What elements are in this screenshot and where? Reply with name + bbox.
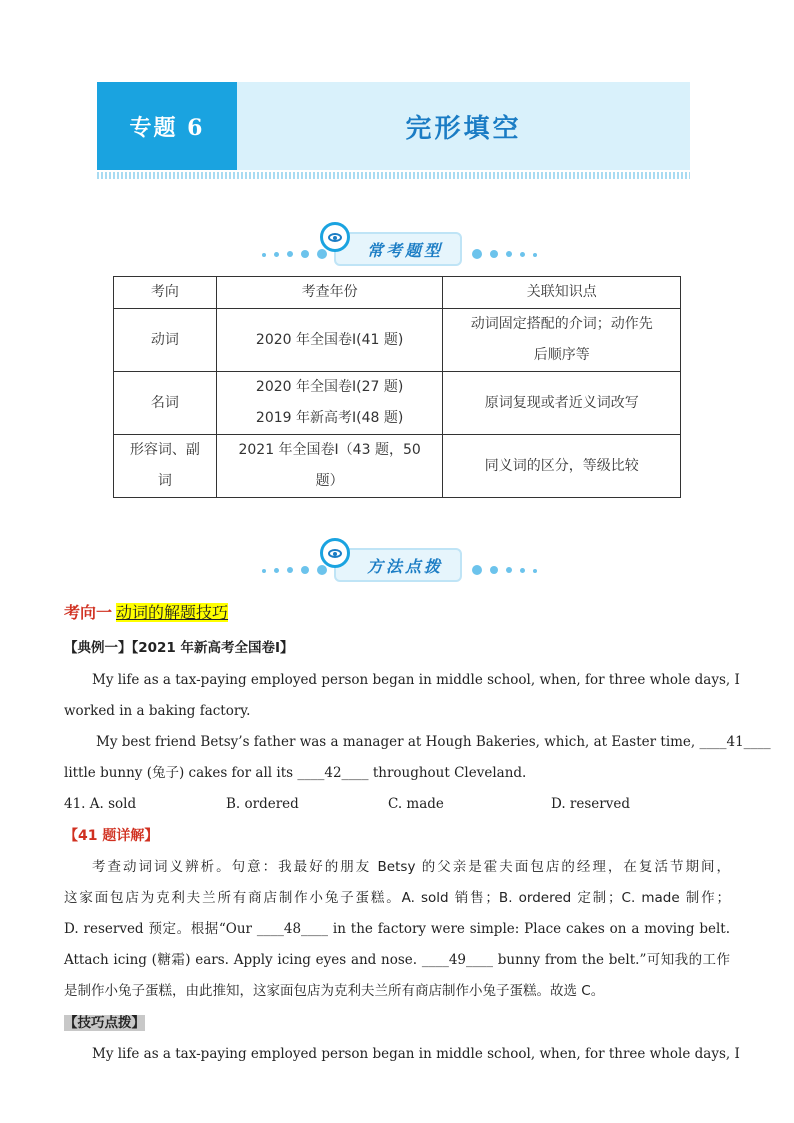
option-c: C. made — [388, 796, 444, 812]
detail-line: 考查动词词义辨析。句意：我最好的朋友 Betsy 的父亲是霍夫面包店的经理，在复活节期间， — [92, 859, 730, 875]
eye-icon — [320, 538, 350, 568]
passage-line: worked in a baking factory. — [64, 703, 251, 719]
detail-line: D. reserved 预定。根据“Our ____48____ in the factory were simple: Place cakes on a moving belt. — [64, 921, 730, 937]
table-row — [114, 309, 681, 372]
table-cell: 同义词的区分，等级比较 — [443, 435, 681, 498]
table-row — [114, 435, 681, 498]
passage-line: little bunny (兔子) cakes for all its ____42____ throughout Cleveland. — [64, 765, 527, 781]
table-cell: 2020 年全国卷Ⅰ(41 题) — [216, 309, 443, 372]
table-cell: 名词 — [114, 372, 217, 435]
left-dots — [262, 565, 327, 575]
section-title: 方法点拨 — [334, 548, 462, 582]
section-heading-method — [0, 538, 794, 578]
table-cell: 2021 年全国卷Ⅰ（43 题，50 题） — [216, 435, 443, 498]
option-a: 41. A. sold — [64, 796, 137, 812]
passage-line: My life as a tax-paying employed person began in middle school, when, for three whole days, I — [92, 672, 740, 688]
banner-tag: 专题 6 — [97, 82, 237, 170]
table-cell: 动词 — [114, 309, 217, 372]
topic-heading — [64, 601, 730, 625]
table-header: 考查年份 — [216, 277, 443, 309]
example-tag: 【典例一】【2021 年新高考全国卷Ⅰ】 — [64, 640, 294, 656]
detail-tag: 【41 题详解】 — [64, 828, 159, 844]
tip-heading — [64, 1013, 730, 1033]
detail-line: 这家面包店为克利夫兰所有商店制作小兔子蛋糕。A. sold 销售；B. ordered 定制；C. made 制作； — [64, 890, 730, 906]
table-header: 考向 — [114, 277, 217, 309]
section-heading-common — [0, 222, 794, 262]
tip-tag: 【技巧点拨】 — [64, 1015, 145, 1031]
table-cell: 形容词、副 词 — [114, 435, 217, 498]
passage-line: My best friend Betsy’s father was a manager at Hough Bakeries, which, at Easter time, ____41____ — [96, 734, 771, 750]
topic-banner — [97, 82, 690, 170]
left-dots — [262, 249, 327, 259]
banner-divider — [97, 172, 690, 179]
detail-line: Attach icing (糖霜) ears. Apply icing eyes and nose. ____49____ bunny from the belt.”可知我的工作 — [64, 952, 730, 968]
table-header-row — [114, 277, 681, 309]
topic-title: 动词的解题技巧 — [116, 603, 229, 622]
table-cell: 原词复现或者近义词改写 — [443, 372, 681, 435]
table-cell: 2020 年全国卷Ⅰ(27 题) 2019 年新高考Ⅰ(48 题) — [216, 372, 443, 435]
answer-options — [64, 794, 730, 814]
table-row — [114, 372, 681, 435]
detail-line: 是制作小兔子蛋糕，由此推知，这家面包店为克利夫兰所有商店制作小兔子蛋糕。故选 C。 — [64, 983, 605, 999]
right-dots — [472, 249, 537, 259]
tip-line: My life as a tax-paying employed person began in middle school, when, for three whole days, I — [92, 1046, 740, 1062]
eye-icon — [320, 222, 350, 252]
right-dots — [472, 565, 537, 575]
topic-label: 考向一 — [64, 603, 113, 622]
table-cell: 动词固定搭配的介词；动作先 后顺序等 — [443, 309, 681, 372]
table-header: 关联知识点 — [443, 277, 681, 309]
section-title: 常考题型 — [334, 232, 462, 266]
banner-title: 完形填空 — [237, 82, 690, 170]
option-d: D. reserved — [551, 796, 630, 812]
knowledge-table — [113, 276, 681, 498]
option-b: B. ordered — [226, 796, 299, 812]
